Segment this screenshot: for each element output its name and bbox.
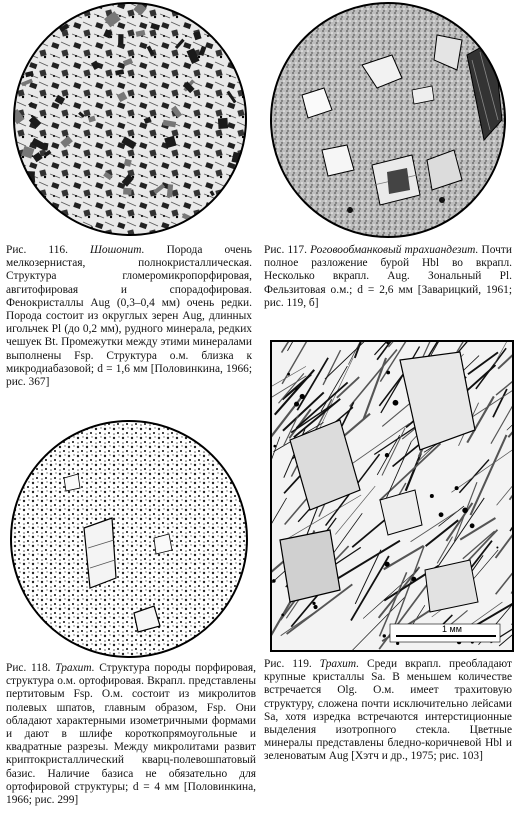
caption-text: Среди вкрапл. преобладают крупные кристаллы Sa. В меньшем количестве встречается Olg. О.м. имеет трахитовую структуру, сложена почти исключительно лейсами Sa, хотя изредка встречаются интерстиционные выделения изотропного стекла. Цветные минералы представлены бледно-коричневой Hbl и зеленоватым Aug [Хэтч и др., 1975; рис. 103]: [264, 658, 512, 763]
micrograph-fig117: [262, 0, 514, 240]
micrograph-fig119: [270, 340, 514, 652]
caption-rock-name: Трахит.: [55, 662, 95, 674]
caption-text: Структура породы порфировая, структура о.м. ортофировая. Вкрапл. представлены пертитовым Fsp. О.м. состоит из микролитов полевых шпатов, главным образом, Fsp. Они обладают характерными изометричными формами и дают в шлифе короткопрямоугольные и квадратные разрезы. Между микролитами развит криптокристаллический кварц-полевошпатовый базис. Наличие базиса не обязательно для ортофировой структуры; d = 4 мм [Половинкина, 1966; рис. 299]: [6, 662, 256, 807]
scale-bar-label: 1 мм: [442, 624, 462, 634]
micrograph-fig116: [6, 0, 254, 240]
caption-text: Почти полное разложение бурой Hbl во вкрапл. Несколько вкрапл. Aug. Зональный Pl. Фельзитовая о.м.; d = 2,6 мм [Заварицкий, 1961; рис. 119, б]: [264, 244, 512, 309]
caption-number: Рис. 118.: [6, 662, 51, 674]
caption-fig118: [6, 662, 256, 807]
caption-number: Рис. 116.: [6, 244, 68, 256]
caption-rock-name: Роговообманковый трахиандезит.: [310, 244, 479, 256]
caption-number: Рис. 117.: [264, 244, 307, 256]
micrograph-fig118: [4, 418, 254, 660]
caption-rock-name: Шошонит.: [90, 244, 145, 256]
caption-fig117: [264, 244, 512, 310]
caption-rock-name: Трахит.: [319, 658, 360, 670]
caption-fig119: [264, 658, 512, 764]
caption-number: Рис. 119.: [264, 658, 312, 670]
caption-fig116: [6, 244, 252, 389]
caption-text: Порода очень мелкозернистая, полнокристаллическая. Структура гломеромикропорфировая, авгитофировая и спорадофировая. Фенокристаллы Aug (0,3–0,4 мм) очень редки. Порода состоит из округлых зерен Aug, длинных игольчек Pl (до 0,2 мм), рудного минерала, редких чешуек Bt. Промежутки между этими минералами выполнены Fsp. Структура о.м. близка к микродиабазовой; d = 1,6 мм [Половинкина, 1966; рис. 367]: [6, 244, 252, 389]
